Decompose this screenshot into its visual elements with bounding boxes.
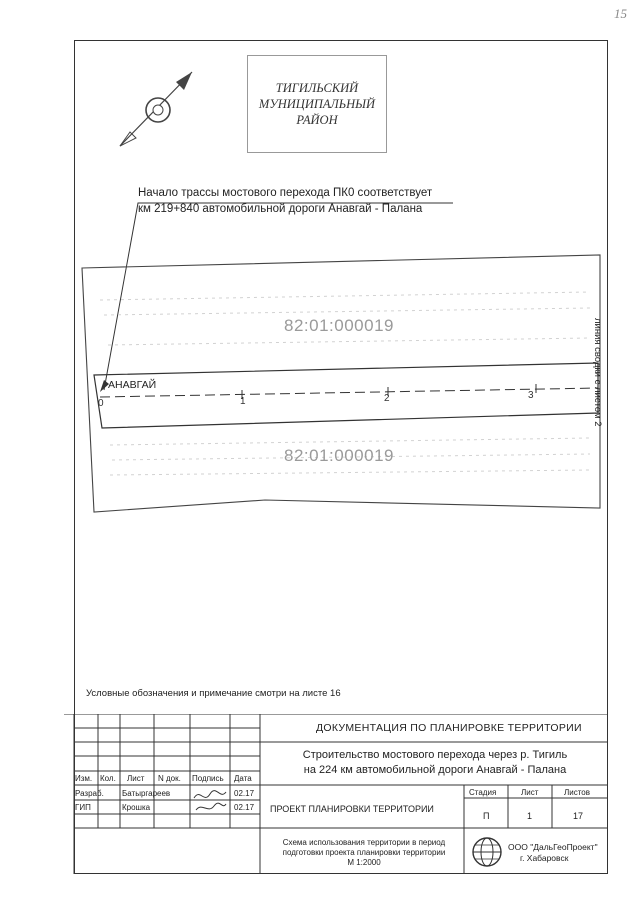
row-role: ГИП (75, 803, 91, 812)
match-line-text: линия сводки с листом 2 (592, 318, 603, 427)
signature-icon (192, 786, 228, 816)
doc-title: ДОКУМЕНТАЦИЯ ПО ПЛАНИРОВКЕ ТЕРРИТОРИИ (316, 722, 582, 734)
scheme-line-2: подготовки проекта планировки территории (282, 848, 446, 857)
org-globe-icon (470, 835, 504, 869)
row-date: 02.17 (234, 789, 255, 798)
road-name-label: АНАВГАЙ (108, 379, 157, 391)
row-date: 02.17 (234, 803, 255, 812)
sheet-value: 1 (527, 811, 533, 821)
match-line-label (592, 318, 612, 438)
sheet-header: Лист (521, 788, 539, 797)
row-name: Батыргареев (122, 789, 171, 798)
district-line-3: РАЙОН (296, 113, 338, 127)
page-number: 15 (614, 6, 627, 21)
scheme-line-1: Схема использования территории в период (282, 838, 446, 847)
stage-title: ПРОЕКТ ПЛАНИРОВКИ ТЕРРИТОРИИ (270, 804, 434, 814)
picket-label-3: 3 (528, 390, 534, 401)
row-role: Разраб. (75, 789, 104, 798)
sheets-value: 17 (573, 811, 584, 821)
row-name: Крошка (122, 803, 151, 812)
picket-label-1: 1 (240, 396, 246, 407)
scheme-line-3: М 1:2000 (347, 858, 381, 867)
header-kol: Кол. (100, 774, 116, 783)
route-start-note-line-1: Начало трассы мостового перехода ПК0 соответствует (138, 187, 433, 199)
header-ndok: N док. (158, 774, 181, 783)
header-izm: Изм. (75, 774, 93, 783)
cadastral-number-lower: 82:01:000019 (284, 446, 394, 465)
project-name-line-1: Строительство мостового перехода через р. Тигиль (302, 749, 568, 761)
org-line-1: ООО "ДальГеоПроект" (508, 842, 598, 852)
scheme-title (270, 838, 458, 868)
route-start-note-line-2: км 219+840 автомобильной дороги Анавгай - Палана (138, 203, 423, 215)
picket-label-0: 0 (98, 398, 104, 409)
project-name (270, 748, 600, 778)
header-podpis: Подпись (192, 774, 224, 783)
org-line-2: г. Хабаровск (520, 853, 569, 863)
sheets-header: Листов (564, 788, 590, 797)
legend-note: Условные обозначения и примечание смотри на листе 16 (86, 688, 341, 699)
district-line-1: ТИГИЛЬСКИЙ (275, 81, 359, 95)
stage-header: Стадия (469, 788, 497, 797)
note-leader-line (104, 203, 453, 390)
project-name-line-2: на 224 км автомобильной дороги Анавгай - Палана (303, 764, 567, 776)
picket-label-2: 2 (384, 393, 390, 404)
road-centerline (100, 388, 598, 397)
district-line-2: МУНИЦИПАЛЬНЫЙ (258, 97, 376, 111)
org-name (508, 842, 598, 864)
title-block (64, 714, 608, 874)
stage-value: П (483, 811, 490, 821)
cadastral-number-upper: 82:01:000019 (284, 316, 394, 335)
header-data: Дата (234, 774, 252, 783)
header-list: Лист (127, 774, 145, 783)
